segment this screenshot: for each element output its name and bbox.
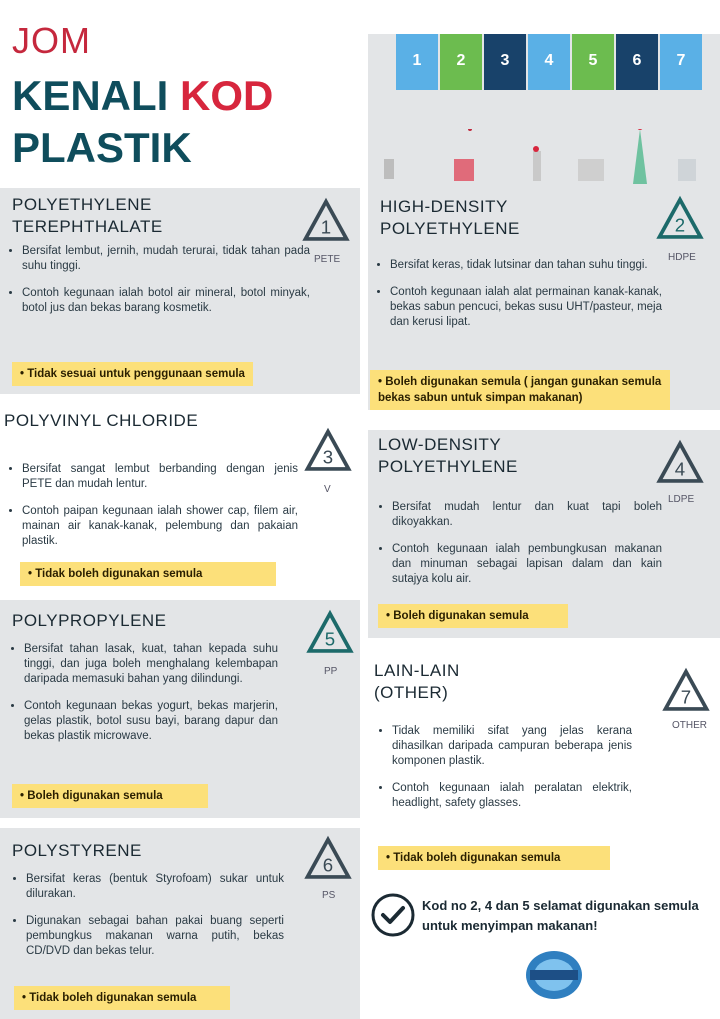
pp-bullets [10, 642, 278, 756]
hdpe-bullet-2: • Contoh kegunaan ialah alat permainan kanak-kanak, bekas sabun pencuci, bekas susu UHT/pasteur, meja dan kerusi lipat. [390, 285, 662, 330]
pp-title: POLYPROPYLENE [12, 611, 167, 630]
hdpe-code-label: HDPE [668, 252, 696, 263]
pet-bullets [8, 244, 310, 328]
ldpe-bullet-1: • Bersifat mudah lentur dan kuat tapi boleh dikoyakkan. [392, 500, 662, 530]
card-ps [0, 828, 360, 1019]
hdpe-bullets [376, 258, 662, 342]
pvc-bullet-2: • Contoh paipan kegunaan ialah shower cap, filem air, mainan air kanak-kanak, pelembung dan pakaian plastik. [22, 504, 298, 549]
checkmark-icon [370, 892, 416, 938]
svg-text:6: 6 [322, 854, 334, 876]
recycle-4-icon [652, 438, 708, 494]
header-title-line2 [12, 72, 273, 120]
recycle-5-icon [302, 608, 358, 664]
recycle-2-icon [652, 194, 708, 250]
code-tile-1: 1 [396, 34, 438, 90]
hdpe-title: HIGH-DENSITY POLYETHYLENE [380, 197, 520, 238]
summary-row [370, 890, 710, 950]
pp-reuse-note: • Boleh digunakan semula [12, 784, 208, 808]
code-tile-4: 4 [528, 34, 570, 90]
ps-bullets [12, 872, 284, 971]
pet-reuse-note: • Tidak sesuai untuk penggunaan semula [12, 362, 253, 386]
pvc-bullet-1: • Bersifat sangat lembut berbanding dengan jenis PETE dan mudah lentur. [22, 462, 298, 492]
code-tile-7: 7 [660, 34, 702, 90]
pet-code-label: PETE [314, 254, 341, 265]
other-bullet-2: • Contoh kegunaan ialah peralatan elektrik, headlight, safety glasses. [392, 781, 632, 811]
card-pvc [0, 404, 360, 594]
ps-bullet-1: • Bersifat keras (bentuk Styrofoam) sukar untuk dilurakan. [26, 872, 284, 902]
pp-code-label: PP [324, 666, 338, 677]
pp-bullet-1: • Bersifat tahan lasak, kuat, tahan kepada suhu tinggi, dan juga boleh menghalang kelembapan daripada memasuki bahan yang dilindungi. [24, 642, 278, 687]
other-reuse-note: • Tidak boleh digunakan semula [378, 846, 610, 870]
other-code-label: OTHER [672, 720, 707, 731]
other-title: LAIN-LAIN (OTHER) [374, 661, 460, 702]
recycle-3-icon [300, 426, 356, 482]
code-tile-3: 3 [484, 34, 526, 90]
hdpe-reuse-note: • Boleh digunakan semula ( jangan gunakan semula bekas sabun untuk simpan makanan) [370, 370, 670, 410]
logo-badge-icon [522, 948, 586, 1002]
ldpe-bullets [378, 500, 662, 599]
card-hdpe [368, 192, 720, 410]
recycle-7-icon [658, 666, 714, 722]
pet-bullet-2: • Contoh kegunaan ialah botol air mineral, botol minyak, botol jus dan bekas barang kosmetik. [22, 286, 310, 316]
summary-text: Kod no 2, 4 dan 5 selamat digunakan semula untuk menyimpan makanan! [422, 898, 699, 933]
card-ldpe [368, 430, 720, 638]
svg-text:1: 1 [320, 216, 332, 238]
svg-text:4: 4 [674, 458, 686, 480]
code-tile-2: 2 [440, 34, 482, 90]
header-kod: KOD [180, 72, 274, 119]
other-bullet-1: • Tidak memiliki sifat yang jelas kerana dihasilkan daripada campuran beberapa jenis komponen plastik. [392, 724, 632, 769]
ps-reuse-note: • Tidak boleh digunakan semula [14, 986, 230, 1010]
pvc-code-label: V [324, 484, 331, 495]
card-pet [0, 188, 360, 394]
pet-title: POLYETHYLENE TEREPHTHALATE [12, 195, 163, 236]
plastic-items-illustration [378, 129, 718, 189]
header-plastik: PLASTIK [12, 124, 192, 171]
header-jom: JOM [12, 20, 91, 61]
ldpe-code-label: LDPE [668, 494, 695, 505]
svg-text:3: 3 [322, 446, 334, 468]
pvc-bullets [8, 462, 298, 561]
other-bullets [378, 724, 632, 823]
ps-bullet-2: • Digunakan sebagai bahan pakai buang seperti pembungkus makanan warna putih, bekas CD/DVD dan bekas telur. [26, 914, 284, 959]
ldpe-title: LOW-DENSITY POLYETHYLENE [378, 435, 518, 476]
ldpe-bullet-2: • Contoh kegunaan ialah pembungkusan makanan dan minuman sebagai lapisan dalam dan kain sutajya kolu air. [392, 542, 662, 587]
plastic-code-infographic [368, 34, 720, 192]
header-kenali: KENALI [12, 72, 180, 119]
pet-bullet-1: • Bersifat lembut, jernih, mudah terurai, tidak tahan pada suhu tinggi. [22, 244, 310, 274]
hdpe-bullet-1: • Bersifat keras, tidak lutsinar dan tahan suhu tinggi. [390, 258, 662, 273]
ps-title: POLYSTYRENE [12, 841, 142, 860]
svg-text:2: 2 [674, 214, 686, 236]
recycle-6-icon [300, 834, 356, 890]
ldpe-reuse-note: • Boleh digunakan semula [378, 604, 568, 628]
card-other [368, 650, 720, 880]
svg-text:7: 7 [680, 686, 692, 708]
svg-text:5: 5 [324, 628, 336, 650]
card-pp [0, 600, 360, 818]
ps-code-label: PS [322, 890, 336, 901]
pp-bullet-2: • Contoh kegunaan bekas yogurt, bekas marjerin, gelas plastik, botol susu bayi, barang dapur dan bekas plastik microwave. [24, 699, 278, 744]
code-tile-6: 6 [616, 34, 658, 90]
pvc-reuse-note: • Tidak boleh digunakan semula [20, 562, 276, 586]
code-tile-5: 5 [572, 34, 614, 90]
pvc-title: POLYVINYL CHLORIDE [4, 411, 199, 430]
